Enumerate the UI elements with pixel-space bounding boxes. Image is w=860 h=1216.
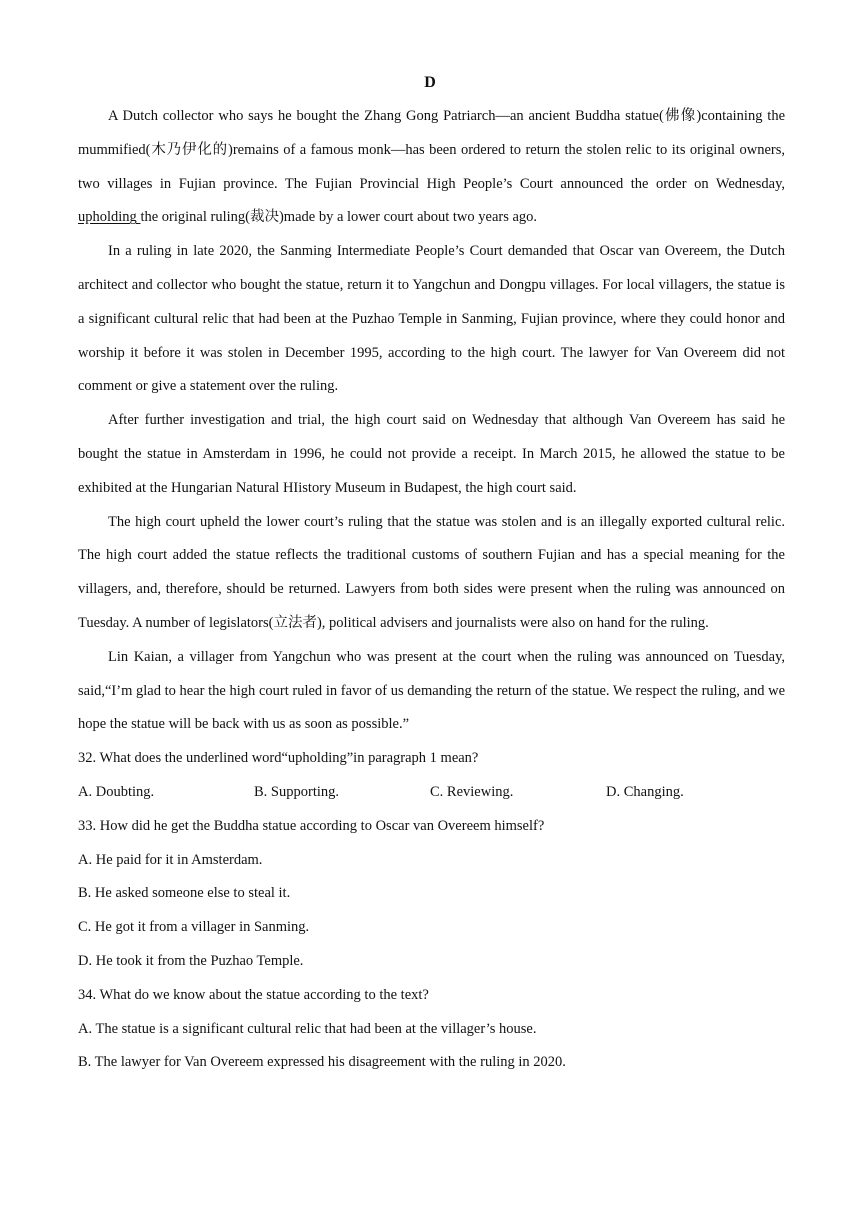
question-32-option-c: C. Reviewing. (430, 783, 514, 800)
question-34-option-b: B. The lawyer for Van Overeem expressed his disagreement with the ruling in 2020. (78, 1054, 566, 1071)
question-33-option-a: A. He paid for it in Amsterdam. (78, 851, 263, 868)
underlined-word-upholding: upholding (78, 209, 141, 226)
paragraph-5: Lin Kaian, a villager from Yangchun who was present at the court when the ruling was announced on Tuesday, said,“I’m glad to hear the high court ruled in favor of us demanding the return of the statue. We respect the ruling, and we hope the statue will be back with us as soon as possible.” (78, 648, 785, 733)
question-33-option-b: B. He asked someone else to steal it. (78, 885, 291, 902)
question-34-stem: 34. What do we know about the statue according to the text? (78, 986, 429, 1003)
question-32-option-b: B. Supporting. (254, 783, 339, 800)
paragraph-1-text-after: the original ruling(裁决)made by a lower court about two years ago. (140, 209, 538, 226)
question-32-stem: 32. What does the underlined word“upholding”in paragraph 1 mean? (78, 750, 479, 767)
question-33-stem: 33. How did he get the Buddha statue according to Oscar van Overeem himself? (78, 817, 545, 834)
paragraph-1-text-before: A Dutch collector who says he bought the Zhang Gong Patriarch—an ancient Buddha statue(佛像)containing the mummified(木乃伊化的)remains of a famous monk—has been ordered to return the stolen relic to its original owners, two villages in Fujian province. The Fujian Provincial High People’s Court announced the order on Wednesday, (78, 108, 785, 192)
question-33-option-c: C. He got it from a villager in Sanming. (78, 919, 310, 936)
question-32-options (78, 776, 785, 810)
paragraph-2: In a ruling in late 2020, the Sanming Intermediate People’s Court demanded that Oscar van Overeem, the Dutch architect and collector who bought the statue, return it to Yangchun and Dongpu villages. For local villagers, the statue is a significant cultural relic that had been at the Puzhao Temple in Sanming, Fujian province, where they could honor and worship it before it was stolen in December 1995, according to the high court. The lawyer for Van Overeem did not comment or give a statement over the ruling. (78, 243, 785, 395)
question-33-option-d: D. He took it from the Puzhao Temple. (78, 952, 304, 969)
question-34-option-a: A. The statue is a significant cultural relic that had been at the villager’s house. (78, 1020, 537, 1037)
paragraph-3: After further investigation and trial, the high court said on Wednesday that although Van Overeem has said he bought the statue in Amsterdam in 1996, he could not provide a receipt. In March 2015, he allowed the statue to be exhibited at the Hungarian Natural HIistory Museum in Budapest, the high court said. (78, 412, 785, 496)
question-32-option-a: A. Doubting. (78, 783, 155, 800)
passage-and-questions (78, 100, 785, 1080)
question-32-option-d: D. Changing. (606, 783, 684, 800)
paragraph-4: The high court upheld the lower court’s ruling that the statue was stolen and is an illegally exported cultural relic. The high court added the statue reflects the traditional customs of southern Fujian and has a special meaning for the villagers, and, therefore, should be returned. Lawyers from both sides were present when the ruling was announced on Tuesday. A number of legislators(立法者), political advisers and journalists were also on hand for the ruling. (78, 513, 785, 631)
section-heading: D (424, 74, 436, 91)
paragraph-1 (78, 100, 785, 235)
